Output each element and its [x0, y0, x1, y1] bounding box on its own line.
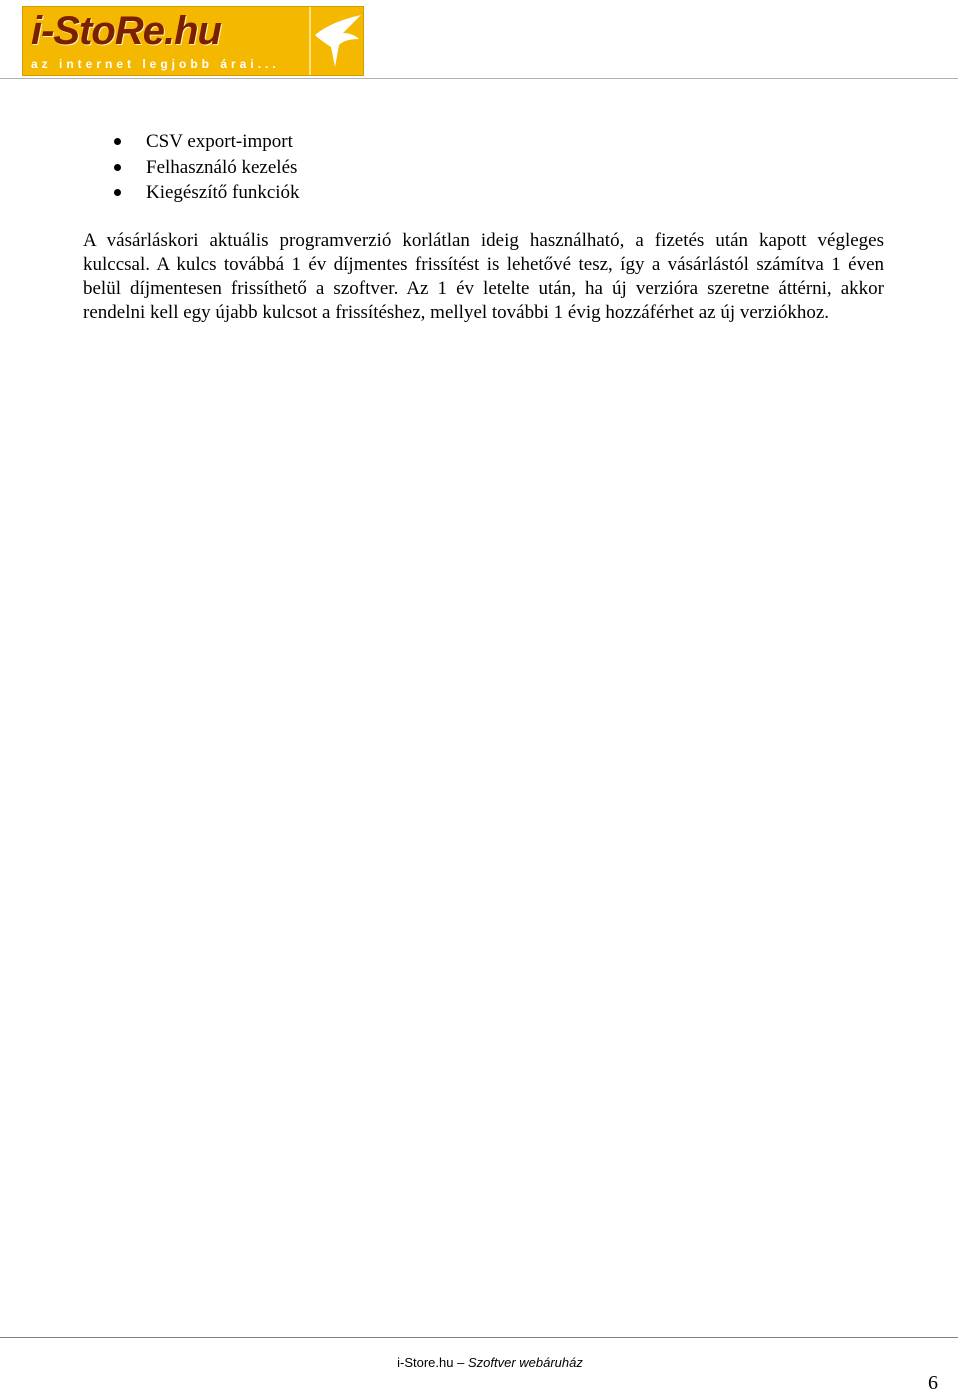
- page-header: [0, 0, 960, 80]
- page-number: 6: [928, 1372, 938, 1394]
- bullet-icon: [114, 189, 121, 196]
- bird-icon: [313, 11, 363, 71]
- footer-divider: [0, 1337, 958, 1338]
- list-item: Kiegészítő funkciók: [110, 180, 300, 206]
- logo-text: i-StoRe.hu: [31, 9, 221, 53]
- header-divider: [0, 78, 958, 79]
- bullet-icon: [114, 138, 121, 145]
- footer-subtitle: – Szoftver webáruház: [457, 1355, 583, 1370]
- body-paragraph: A vásárláskori aktuális programverzió korlátlan ideig használható, a fizetés után kapott végleges kulccsal. A kulcs továbbá 1 év díjmentes frissítést is lehetővé tesz, így a vásárlástól számítva 1 éven belül díjmentesen frissíthető a szoftver. Az 1 év letelte után, ha új verzióra szeretne áttérni, akkor rendelni kell egy újabb kulcsot a frissítéshez, mellyel további 1 évig hozzáférhet az új verziókhoz.: [83, 230, 884, 323]
- feature-list: [110, 129, 300, 206]
- bullet-icon: [114, 164, 121, 171]
- logo-divider: [309, 7, 311, 76]
- logo-tagline: az internet legjobb árai...: [31, 57, 280, 71]
- istore-logo[interactable]: [22, 6, 364, 76]
- list-item: CSV export-import: [110, 129, 300, 155]
- page-footer: [0, 1355, 960, 1370]
- list-item: Felhasználó kezelés: [110, 155, 300, 181]
- footer-site: i-Store.hu: [397, 1355, 454, 1370]
